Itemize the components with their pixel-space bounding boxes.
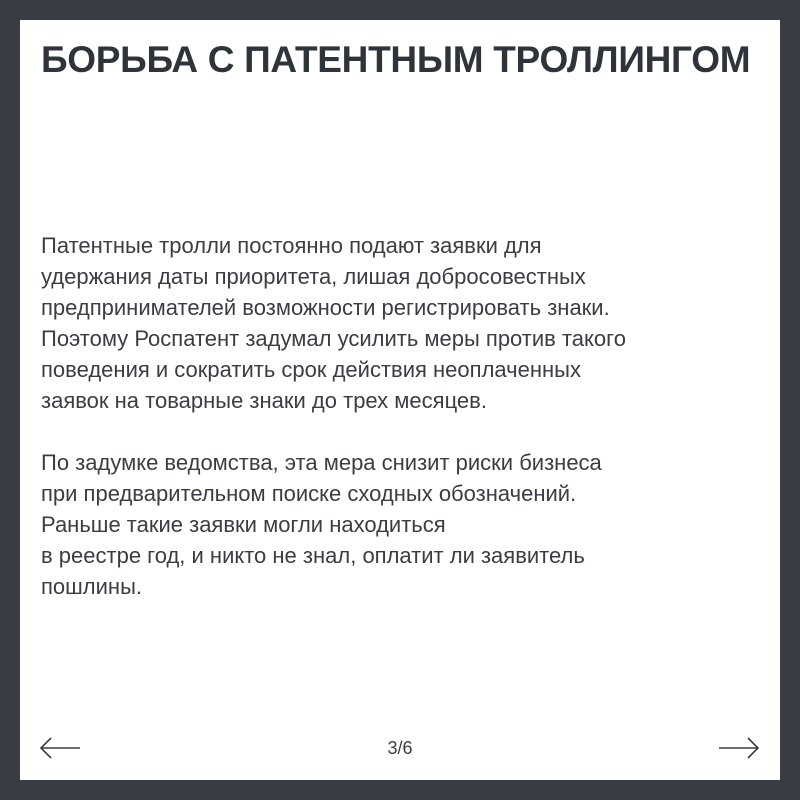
text-line: Раньше такие заявки могли находиться [41,512,446,537]
text-line: в реестре год, и никто не знал, оплатит ли заявитель [41,543,585,568]
paragraph-1 [41,230,771,416]
next-slide-button[interactable] [718,735,760,761]
arrow-right-icon [718,735,760,761]
text-line: Поэтому Роспатент задумал усилить меры против такого [41,326,626,351]
paragraph-2 [41,447,771,602]
slide-body [41,230,771,633]
text-line: По задумке ведомства, эта мера снизит риски бизнеса [41,450,602,475]
text-line: заявок на товарные знаки до трех месяцев. [41,388,487,413]
text-line: удержания даты приоритета, лишая добросовестных [41,264,586,289]
text-line: поведения и сократить срок действия неоплаченных [41,357,581,382]
text-line: предпринимателей возможности регистрировать знаки. [41,295,610,320]
text-line: при предварительном поиске сходных обозначений. [41,481,577,506]
slide-title: БОРЬБА С ПАТЕНТНЫМ ТРОЛЛИНГОМ [41,39,751,80]
text-line: Патентные тролли постоянно подают заявки для [41,233,542,258]
prev-slide-button[interactable] [39,735,81,761]
arrow-left-icon [39,735,81,761]
slide-card [20,20,780,780]
text-line: пошлины. [41,574,142,599]
page-indicator: 3/6 [387,738,413,758]
